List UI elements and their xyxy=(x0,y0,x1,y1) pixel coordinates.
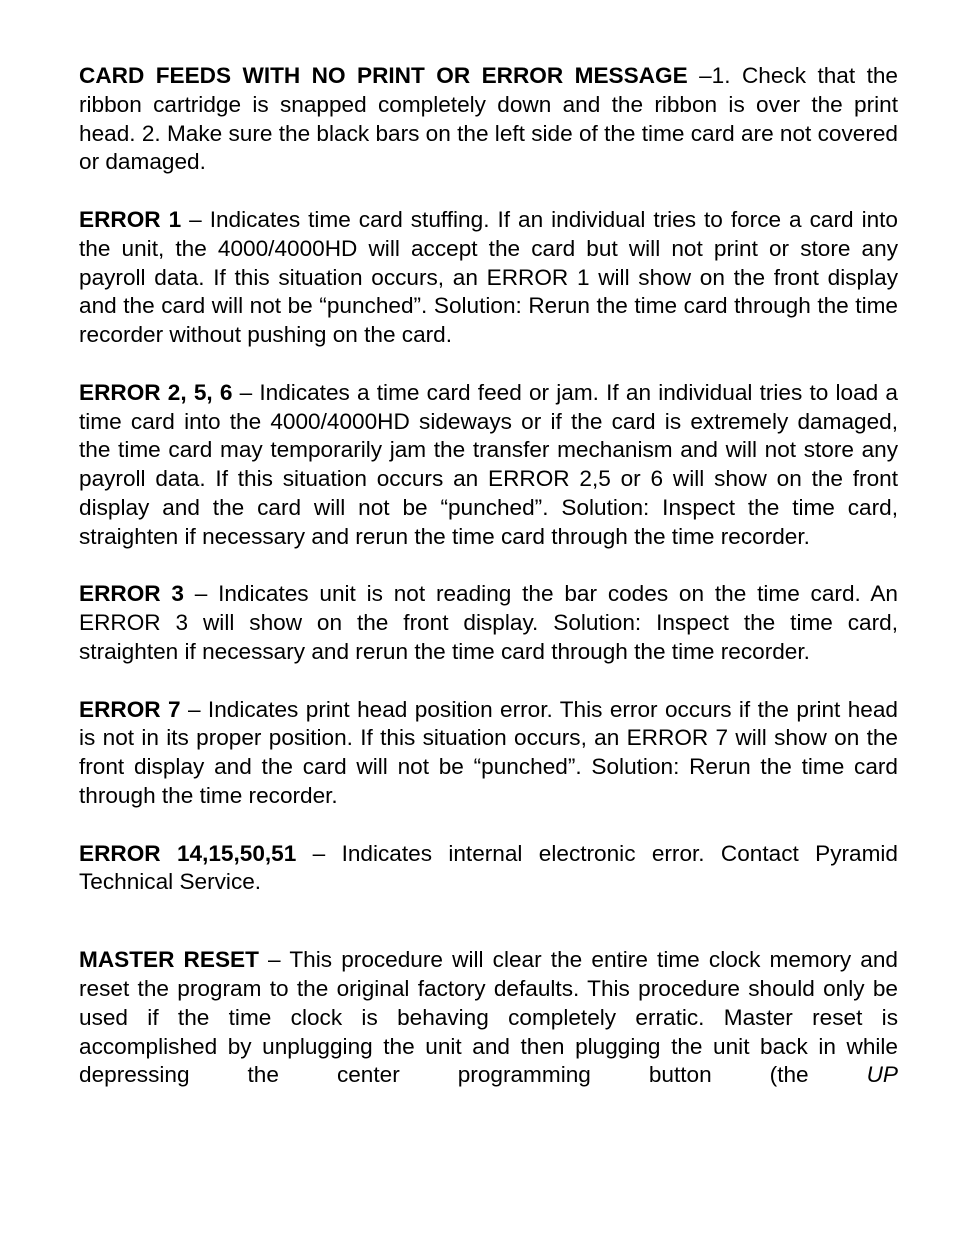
section-heading: ERROR 7 xyxy=(79,696,181,722)
section-error-3 xyxy=(79,580,898,666)
section-heading: MASTER RESET xyxy=(79,947,259,973)
section-body: – Indicates unit is not reading the bar codes on the time card. An ERROR 3 will show on the front display. Solution: Inspect the time card, straighten if necessary and rerun the time card through the time recorder. xyxy=(79,581,898,664)
section-body: – Indicates internal electronic error. Contact Pyramid Technical Service. xyxy=(79,840,899,895)
section-error-14-15-50-51 xyxy=(79,840,898,898)
section-error-2-5-6 xyxy=(79,379,898,552)
section-heading: ERROR 3 xyxy=(79,581,184,607)
section-heading: ERROR 2, 5, 6 xyxy=(79,379,233,405)
section-body-italic: UP xyxy=(866,1062,898,1088)
section-error-7 xyxy=(79,696,898,811)
section-body: – This procedure will clear the entire time clock memory and reset the program to the original factory defaults. This procedure should only be used if the time clock is behaving completely erratic. Master reset is accomplished by unplugging the unit and then plugging the unit back in while depressing the center programming button (the xyxy=(79,947,898,1088)
section-body: –1. Check that the ribbon cartridge is snapped completely down and the ribbon is over the print head. 2. Make sure the black bars on the left side of the time card are not covered or damaged. xyxy=(79,63,898,175)
section-error-1 xyxy=(79,206,898,350)
section-body: – Indicates time card stuffing. If an individual tries to force a card into the unit, the 4000/4000HD will accept the card but will not print or store any payroll data. If this situation occurs, an ERROR 1 will show on the front display and the card will not be “punched”. Solution: Rerun the time card through the time recorder without pushing on the card. xyxy=(79,206,898,348)
section-heading: ERROR 1 xyxy=(79,206,182,232)
section-heading: CARD FEEDS WITH NO PRINT OR ERROR MESSAGE xyxy=(79,63,688,88)
section-card-feeds xyxy=(79,62,898,177)
section-master-reset xyxy=(79,946,898,1090)
section-body: – Indicates a time card feed or jam. If an individual tries to load a time card into the 4000/4000HD sideways or if the card is extremely damaged, the time card may temporarily jam the transfer mechanism and will not store any payroll data. If this situation occurs an ERROR 2,5 or 6 will show on the front display and the card will not be “punched”. Solution: Inspect the time card, straighten if necessary and rerun the time card through the time recorder. xyxy=(79,379,898,549)
document-page xyxy=(79,62,898,1119)
section-body: – Indicates print head position error. This error occurs if the print head is not in its proper position. If this situation occurs, an ERROR 7 will show on the front display and the card will not be “punched”. Solution: Rerun the time card through the time recorder. xyxy=(79,696,898,808)
section-heading: ERROR 14,15,50,51 xyxy=(79,840,297,866)
